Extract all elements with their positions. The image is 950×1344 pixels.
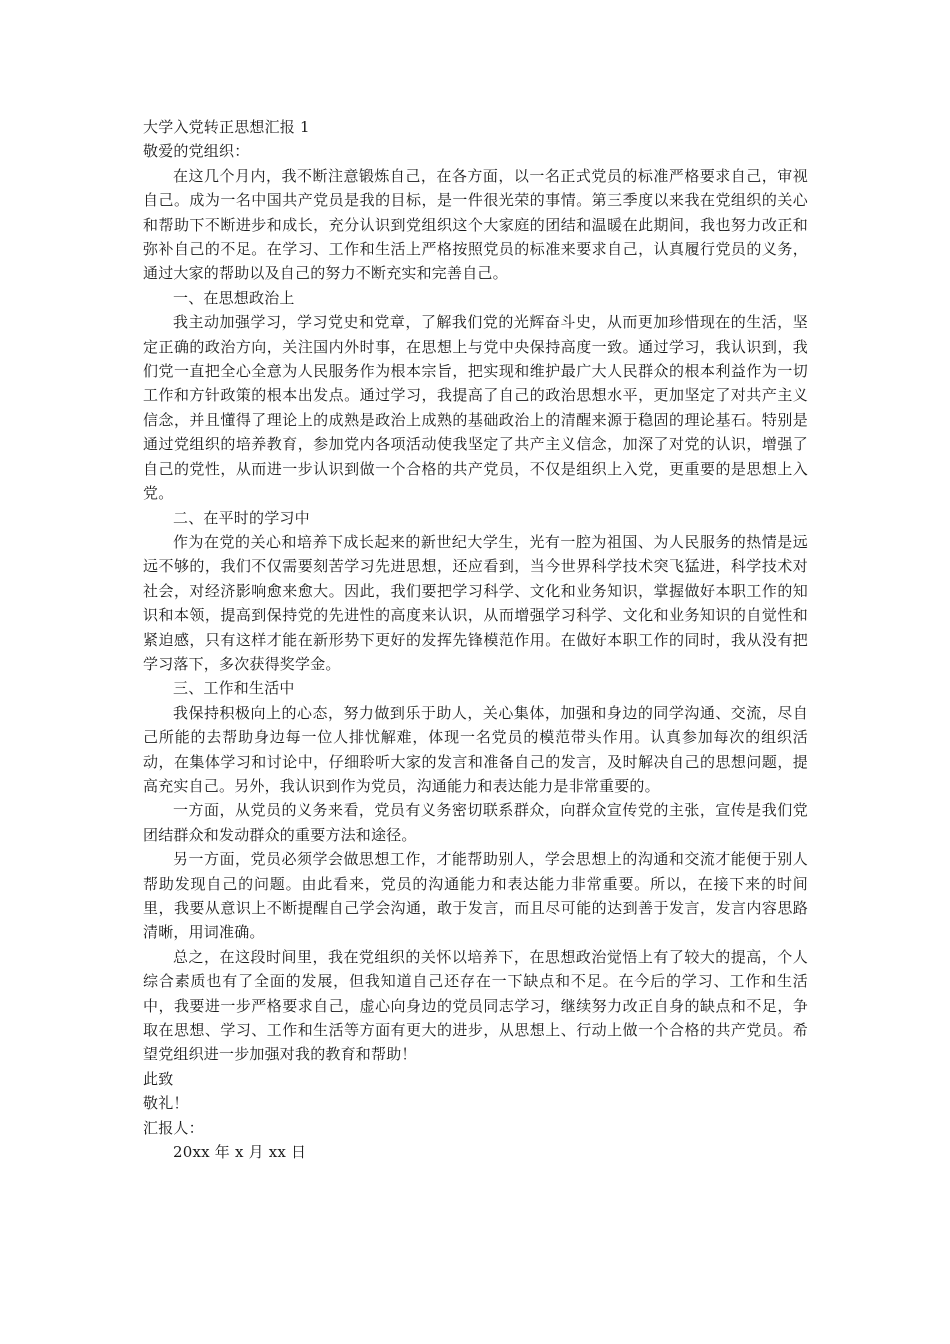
conclusion-paragraph: 总之，在这段时间里，我在党组织的关怀以培养下，在思想政治觉悟上有了较大的提高，个人综合素质也有了全面的发展，但我知道自己还存在一下缺点和不足。在今后的学习、工作和生活中，我要进一步严格要求自己，虚心向身边的党员同志学习，继续努力改正自身的缺点和不足，争取在思想、学习、工作和生活等方面有更大的进步，从思想上、行动上做一个合格的共产党员。希望党组织进一步加强对我的教育和帮助！ <box>143 947 808 1064</box>
communication-paragraph-2: 另一方面，党员必须学会做思想工作，才能帮助别人，学会思想上的沟通和交流才能便于别人帮助发现自己的问题。由此看来，党员的沟通能力和表达能力非常重要。所以，在接下来的时间里，我要从意识上不断提醒自己学会沟通，敢于发言，而且尽可能的达到善于发言，发言内容思路清晰，用词准确。 <box>143 850 808 942</box>
section-body-work-life: 我保持积极向上的心态，努力做到乐于助人，关心集体，加强和身边的同学沟通、交流，尽自己所能的去帮助身边每一位人排忧解难，体现一名党员的模范带头作用。认真参加每次的组织活动，在集体学习和讨论中，仔细聆听大家的发言和准备自己的发言，及时解决自己的思想问题，提高充实自己。另外，我认识到作为党员，沟通能力和表达能力是非常重要的。 <box>143 703 808 795</box>
section-heading-work-life: 三、工作和生活中 <box>173 679 295 698</box>
document-title: 大学入党转正思想汇报 1 <box>143 118 310 136</box>
intro-paragraph: 在这几个月内，我不断注意锻炼自己，在各方面，以一名正式党员的标准严格要求自己，审视自己。成为一名中国共产党员是我的目标，是一件很光荣的事情。第三季度以来我在党组织的关心和帮助下不断进步和成长，充分认识到党组织这个大家庭的团结和温暖在此期间，我也努力改正和弥补自己的不足。在学习、工作和生活上严格按照党员的标准来要求自己，认真履行党员的义务，通过大家的帮助以及自己的努力不断充实和完善自己。 <box>143 166 808 283</box>
section-body-study: 作为在党的关心和培养下成长起来的新世纪大学生，光有一腔为祖国、为人民服务的热情是远远不够的，我们不仅需要刻苦学习先进思想，还应看到，当今世界科学技术突飞猛进，科学技术对社会，对经济影响愈来愈大。因此，我们要把学习科学、文化和业务知识，掌握做好本职工作的知识和本领，提高到保持党的先进性的高度来认识，从而增强学习科学、文化和业务知识的自觉性和紧迫感，只有这样才能在新形势下更好的发挥先锋模范作用。在做好本职工作的同时，我从没有把学习落下，多次获得奖学金。 <box>143 532 808 673</box>
salutation: 敬爱的党组织： <box>143 142 250 161</box>
section-heading-study: 二、在平时的学习中 <box>173 508 310 527</box>
reporter-label: 汇报人： <box>143 1118 204 1137</box>
report-date: 20xx 年 x 月 xx 日 <box>173 1143 307 1162</box>
document-page <box>143 115 808 1164</box>
communication-paragraph-1: 一方面，从党员的义务来看，党员有义务密切联系群众，向群众宣传党的主张，宣传是我们党团结群众和发动群众的重要方法和途径。 <box>143 801 808 844</box>
section-body-politics: 我主动加强学习，学习党史和党章，了解我们党的光辉奋斗史，从而更加珍惜现在的生活，坚定正确的政治方向，关注国内外时事，在思想上与党中央保持高度一致。通过学习，我认识到，我们党一直把全心全意为人民服务作为根本宗旨，把实现和维护最广大人民群众的根本利益作为一切工作和方针政策的根本出发点。通过学习，我提高了自己的政治思想水平，更加坚定了对共产主义信念，并且懂得了理论上的成熟是政治上成熟的基础政治上的清醒来源于稳固的理论基石。特别是通过党组织的培养教育，参加党内各项活动使我坚定了共产主义信念，加深了对党的认识，增强了自己的党性，从而进一步认识到做一个合格的共产党员，不仅是组织上入党，更重要的是思想上入党。 <box>143 313 808 503</box>
closing-line-2: 敬礼！ <box>143 1094 189 1113</box>
section-heading-politics: 一、在思想政治上 <box>173 288 295 307</box>
closing-line-1: 此致 <box>143 1069 174 1088</box>
